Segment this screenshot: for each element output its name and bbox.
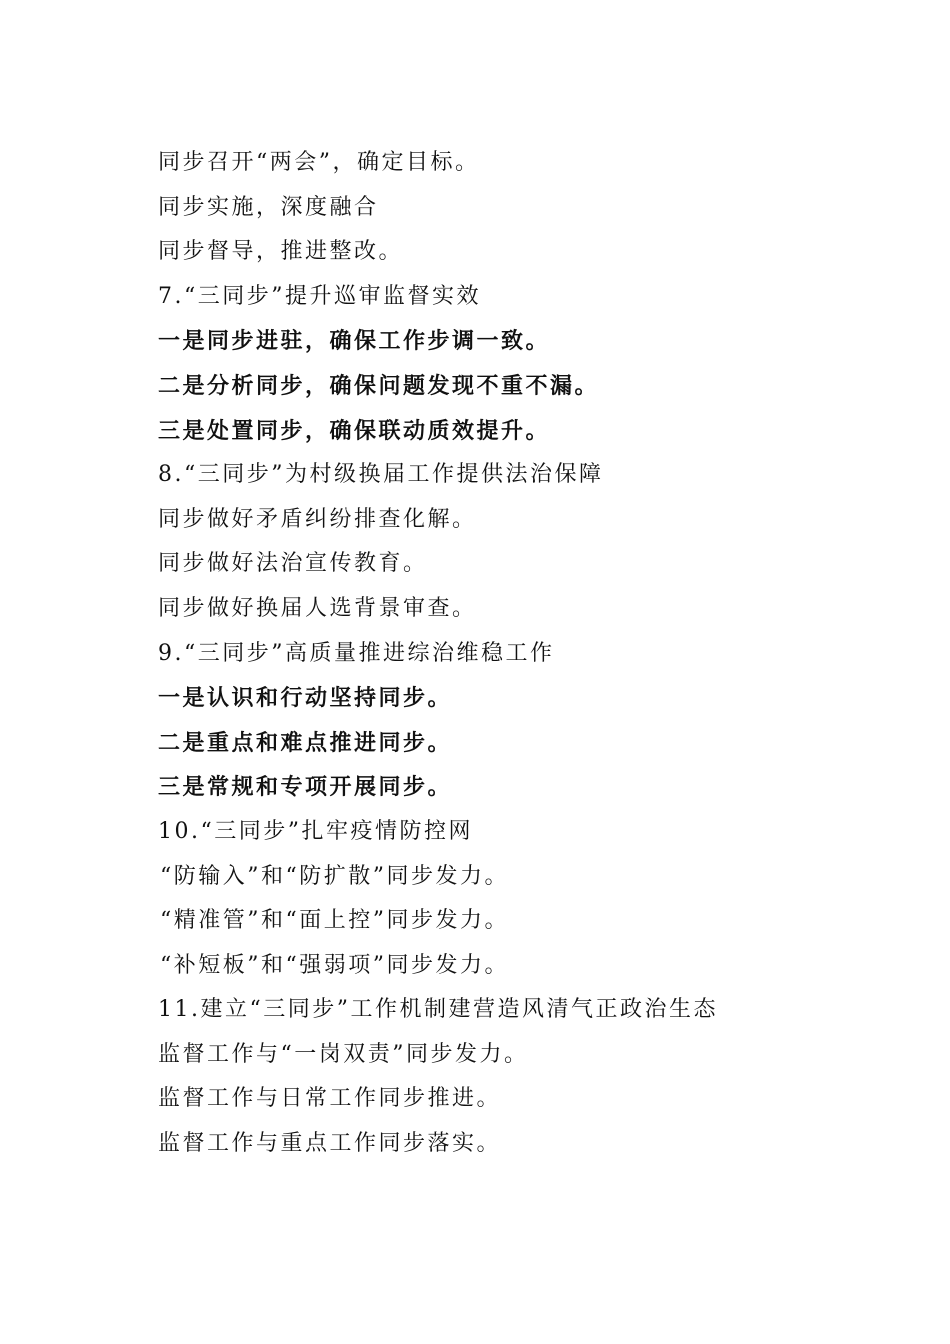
- bold-point: 一是认识和行动坚持同步。: [158, 685, 453, 712]
- section-heading-10: 10.“三同步”扎牢疫情防控网: [158, 818, 473, 844]
- text-line: “防输入”和“防扩散”同步发力。: [160, 863, 509, 889]
- section-heading-7: 7.“三同步”提升巡审监督实效: [158, 283, 481, 309]
- bold-point: 二是分析同步，确保问题发现不重不漏。: [158, 372, 600, 399]
- document-body: [158, 141, 858, 1167]
- text-line: “精准管”和“面上控”同步发力。: [160, 908, 509, 934]
- text-line: 同步做好矛盾纠纷排查化解。: [158, 506, 477, 532]
- text-line: 监督工作与重点工作同步落实。: [158, 1131, 502, 1157]
- text-line: 同步督导，推进整改。: [158, 239, 404, 265]
- section-heading-11: 11.建立“三同步”工作机制建营造风清气正政治生态: [158, 997, 718, 1023]
- bold-point: 二是重点和难点推进同步。: [158, 729, 453, 756]
- text-line: 同步实施，深度融合: [158, 194, 379, 220]
- section-heading-9: 9.“三同步”高质量推进综治维稳工作: [158, 640, 555, 666]
- bold-point: 三是常规和专项开展同步。: [158, 774, 453, 801]
- section-heading-8: 8.“三同步”为村级换届工作提供法治保障: [158, 462, 604, 488]
- bold-point: 三是处置同步，确保联动质效提升。: [158, 417, 551, 444]
- text-line: 同步做好法治宣传教育。: [158, 551, 428, 577]
- text-line: 监督工作与“一岗双责”同步发力。: [158, 1041, 529, 1067]
- text-line: 同步做好换届人选背景审查。: [158, 595, 477, 621]
- text-line: 监督工作与日常工作同步推进。: [158, 1086, 502, 1112]
- text-line: 同步召开“两会”，确定目标。: [158, 150, 480, 175]
- bold-point: 一是同步进驻，确保工作步调一致。: [158, 328, 551, 355]
- text-line: “补短板”和“强弱项”同步发力。: [160, 952, 509, 978]
